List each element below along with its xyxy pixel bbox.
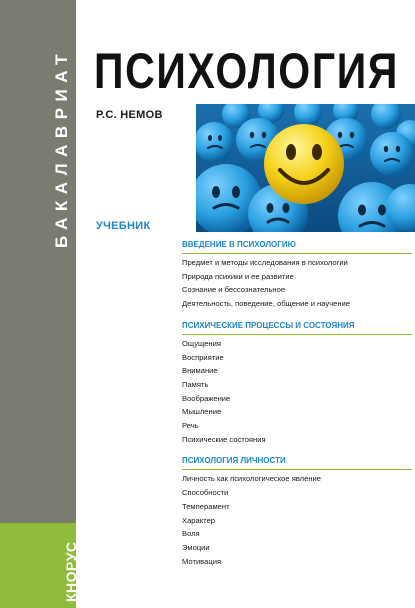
toc-item: Ощущения: [182, 338, 221, 348]
toc-section-processes: [182, 321, 412, 447]
toc-item: Восприятие: [182, 352, 224, 362]
toc-section-heading: ВВЕДЕНИЕ В ПСИХОЛОГИЮ: [182, 240, 412, 254]
toc-item: Психические состояния: [182, 434, 266, 444]
publisher-label: КНОРУС: [63, 541, 79, 602]
toc-item: Эмоции: [182, 542, 210, 552]
document-type: УЧЕБНИК: [96, 220, 151, 232]
toc-item: Природа психики и ее развитие: [182, 271, 294, 281]
toc-item: Мотивация: [182, 556, 222, 566]
toc-item: Деятельность, поведение, общение и научение: [182, 299, 351, 309]
toc-section-heading: ПСИХИЧЕСКИЕ ПРОЦЕССЫ И СОСТОЯНИЯ: [182, 321, 412, 335]
toc-item: Предмет и методы исследования в психологии: [182, 258, 348, 267]
toc-item: Речь: [182, 421, 199, 431]
smiley-balls-image: [196, 104, 415, 232]
toc-item: Мышление: [182, 407, 222, 417]
series-label: БАКАЛАВРИАТ: [52, 47, 71, 248]
toc-section-introduction: [182, 240, 412, 311]
toc-item: Воля: [182, 529, 200, 539]
toc-section-heading: ПСИХОЛОГИЯ ЛИЧНОСТИ: [182, 456, 412, 470]
toc-item: Внимание: [182, 366, 218, 376]
book-author: Р.С. НЕМОВ: [96, 109, 163, 121]
toc-item: Характер: [182, 515, 215, 525]
toc-item: Способности: [182, 488, 229, 498]
toc-item: Личность как психологическое явление: [182, 474, 321, 484]
toc-item: Сознание и бессознательное: [182, 285, 286, 295]
toc-section-personality: [182, 456, 412, 568]
book-title: ПСИХОЛОГИЯ: [94, 43, 399, 99]
cover-spine: [0, 0, 79, 608]
table-of-contents: [182, 240, 412, 578]
toc-item: Воображение: [182, 393, 231, 403]
toc-item: Темперамент: [182, 501, 230, 511]
toc-item: Память: [182, 379, 209, 389]
